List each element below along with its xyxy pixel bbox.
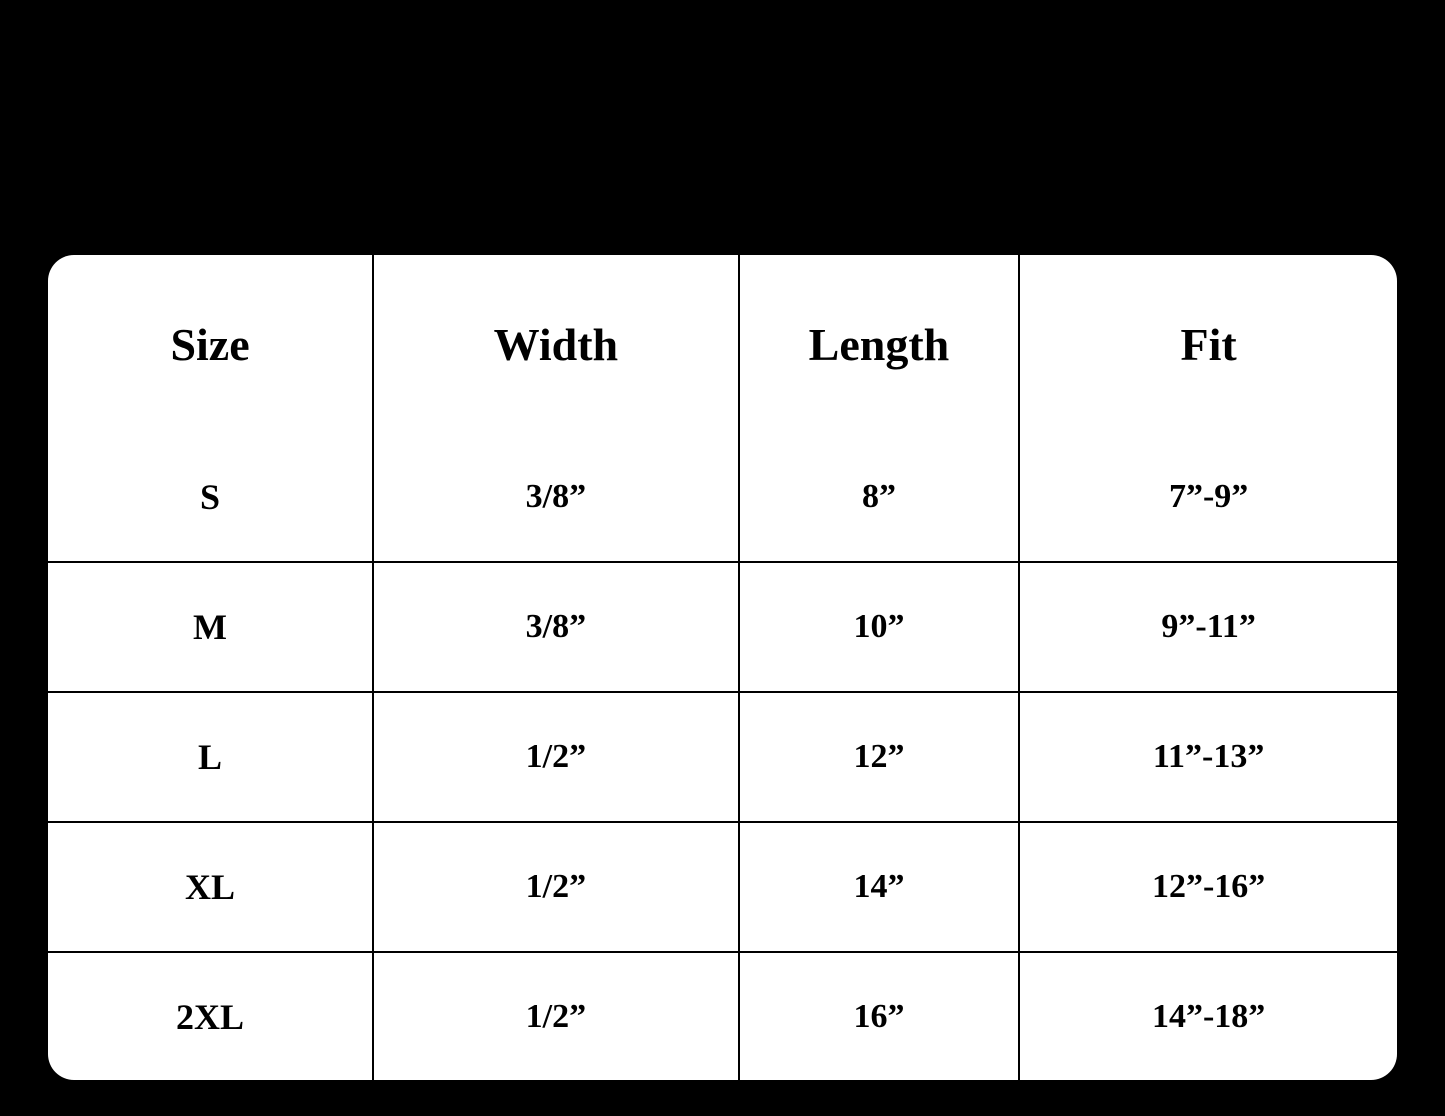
column-header-width: Width <box>373 255 739 433</box>
cell-length: 14” <box>739 822 1020 952</box>
table-row <box>48 952 1397 1080</box>
cell-width: 1/2” <box>373 952 739 1080</box>
size-chart-table <box>48 255 1397 1080</box>
table-row <box>48 822 1397 952</box>
table-body <box>48 433 1397 1080</box>
cell-fit: 11”-13” <box>1019 692 1397 822</box>
table-header-row <box>48 255 1397 433</box>
cell-fit: 7”-9” <box>1019 433 1397 562</box>
cell-width: 1/2” <box>373 692 739 822</box>
table-header <box>48 255 1397 433</box>
cell-length: 8” <box>739 433 1020 562</box>
cell-size: S <box>48 433 373 562</box>
cell-length: 10” <box>739 562 1020 692</box>
column-header-fit: Fit <box>1019 255 1397 433</box>
cell-width: 3/8” <box>373 562 739 692</box>
cell-length: 12” <box>739 692 1020 822</box>
cell-fit: 12”-16” <box>1019 822 1397 952</box>
cell-width: 3/8” <box>373 433 739 562</box>
cell-fit: 9”-11” <box>1019 562 1397 692</box>
table-row <box>48 692 1397 822</box>
size-chart-card <box>48 255 1397 1080</box>
column-header-size: Size <box>48 255 373 433</box>
cell-size: L <box>48 692 373 822</box>
cell-size: M <box>48 562 373 692</box>
cell-size: XL <box>48 822 373 952</box>
cell-length: 16” <box>739 952 1020 1080</box>
column-header-length: Length <box>739 255 1020 433</box>
cell-width: 1/2” <box>373 822 739 952</box>
table-row <box>48 562 1397 692</box>
table-row <box>48 433 1397 562</box>
cell-size: 2XL <box>48 952 373 1080</box>
cell-fit: 14”-18” <box>1019 952 1397 1080</box>
